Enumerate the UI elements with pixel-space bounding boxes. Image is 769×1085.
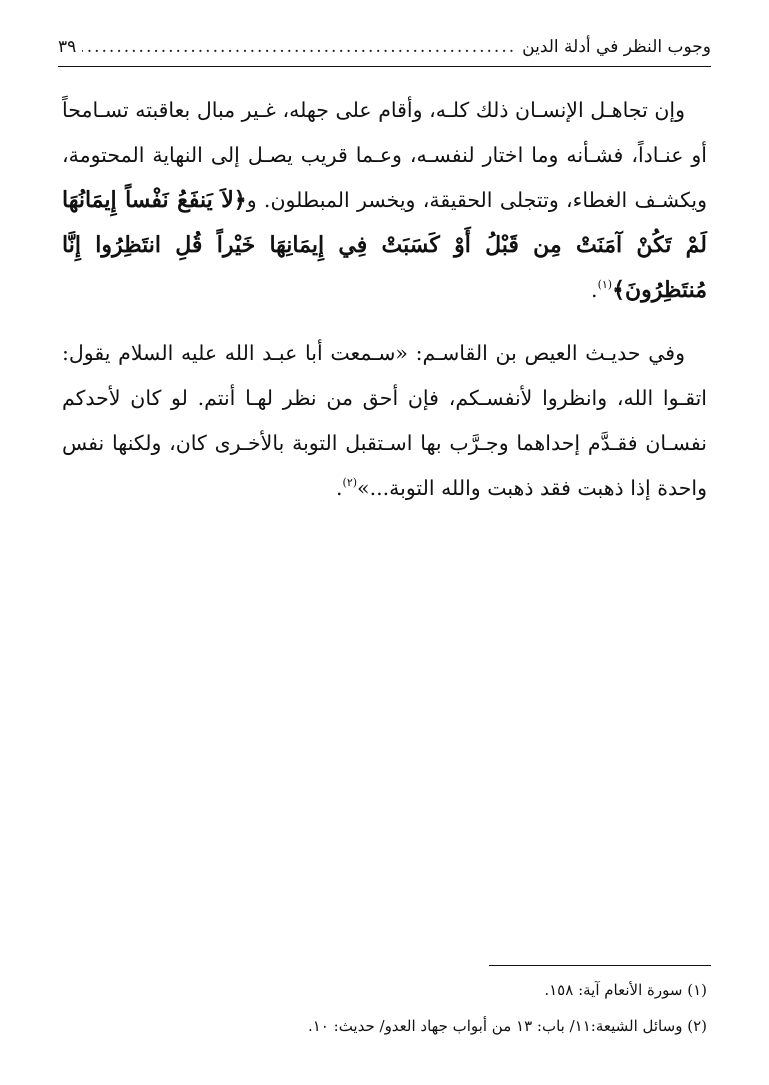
footnote-ref-1: (١)	[597, 278, 613, 291]
footnote-rule	[489, 965, 711, 966]
footnote-ref-2: (٢)	[342, 476, 358, 489]
running-head-title: وجوب النظر في أدلة الدين	[522, 37, 711, 57]
paragraph-2	[62, 331, 707, 511]
paragraph-2-text: وفي حديـث العيص بن القاسـم: «سـمعت أبا عبـد الله عليه السلام يقول: اتقـوا الله، وانظروا لأنفسـكم، فإن أحق من نظر لهـا أنتم. لو كان لأحدكم نفسـان فقـدَّم إحداهما وجـرَّب بها اسـتقبل التوبة بالأخـرى كان، ولكنها نفس واحدة إذا ذهبت فقد ذهبت والله التوبة...»	[62, 341, 707, 500]
footnote-2: (٢) وسائل الشيعة:١١/ باب: ١٣ من أبواب جهاد العدو/ حديث: ١٠.	[307, 1017, 707, 1035]
quran-verse: ﴿لاَ يَنفَعُ نَفْساً إِيمَانُهَا لَمْ تَكُنْ آمَنَتْ مِن قَبْلُ أَوْ كَسَبَتْ فِي إِيمَانِهَا خَيْراً قُلِ انتَظِرُوا إِنَّا مُنتَظِرُونَ﴾	[62, 187, 707, 303]
paragraph-2-end: .	[336, 476, 343, 500]
paragraph-1-end: .	[591, 278, 598, 302]
paragraph-1-text: وإن تجاهـل الإنسـان ذلك كلـه، وأقام على جهله، غـير مبال بعاقبته تسـامحاً أو عنـاداً، فشـأنه وما اختار لنفسـه، وعـما قريب يصـل إلى النهاية المحتومة، ويكشـف الغطاء، وتتجلى الحقيقة، ويخسر المبطلون. و	[62, 98, 707, 212]
footnotes	[62, 972, 707, 1044]
footnote-1: (١) سورة الأنعام آية: ١٥٨.	[544, 981, 707, 999]
header-rule	[58, 66, 711, 67]
leader-dots	[82, 37, 516, 57]
paragraph-1	[62, 88, 707, 313]
running-head	[58, 30, 711, 64]
page-number: ٣٩	[58, 37, 77, 57]
main-text	[62, 88, 707, 511]
